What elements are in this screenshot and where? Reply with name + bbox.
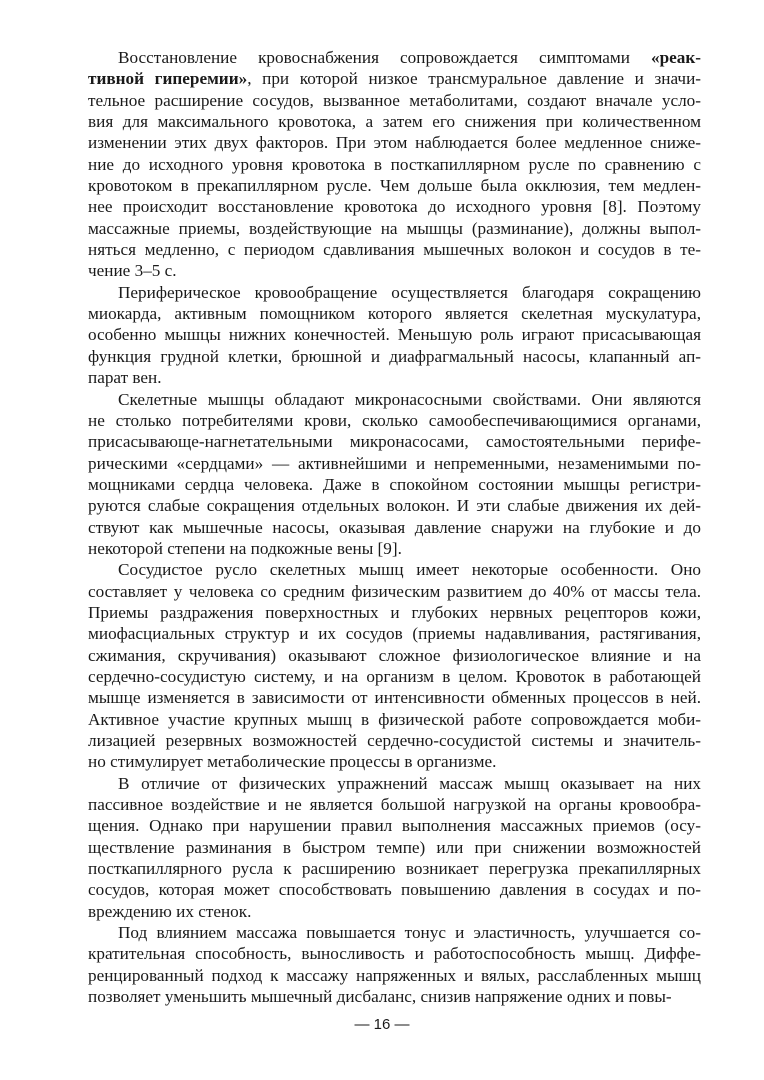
text-line: ствуют как мышечные насосы, оказывая давление снаружи на глубокие и до	[88, 517, 701, 537]
text-line: ществление разминания в быстром темпе) или при снижении возможностей	[88, 837, 701, 857]
text-line: присасывающе-нагнетательными микронасосами, самостоятельными перифе-	[88, 432, 701, 452]
text-line: Активное участие крупных мышц в физической работе сопровождается моби-	[88, 709, 701, 729]
text-line: мощниками сердца человека. Даже в спокойном состоянии мышцы регистри-	[88, 474, 701, 494]
text-line: Периферическое кровообращение осуществляется благодаря сокращению	[118, 282, 701, 302]
text-line: парат вен.	[88, 368, 162, 388]
text-line	[88, 47, 701, 68]
text-line: нее происходит восстановление кровотока до исходного уровня [8]. Поэтому	[88, 197, 701, 217]
text-line: ренцированный подход к массажу напряженных и вялых, расслабленных мышц	[88, 965, 701, 985]
text-line: Скелетные мышцы обладают микронасосными свойствами. Они являются	[118, 389, 701, 409]
text-line: но стимулирует метаболические процессы в организме.	[88, 752, 497, 772]
page-number: — 16 —	[354, 1016, 410, 1033]
text-line	[88, 68, 701, 89]
text-line: посткапиллярного русла к расширению возникает перегрузка прекапиллярных	[88, 859, 701, 879]
bold-term: «реак-	[650, 48, 701, 67]
paragraph	[88, 389, 701, 560]
text-line: щения. Однако при нарушении правил выполнения массажных приемов (осу-	[88, 816, 701, 836]
text-line: вия для максимального кровотока, а затем его снижения при количественном	[88, 112, 701, 132]
text-line: кровотоком в прекапиллярном русле. Чем дольше была окклюзия, тем медлен-	[88, 176, 701, 196]
text-line: кратительная способность, выносливость и работоспособность мышц. Диффе-	[88, 944, 701, 964]
text-line: позволяет уменьшить мышечный дисбаланс, снизив напряжение одних и повы-	[88, 987, 672, 1007]
text-line: тельное расширение сосудов, вызванное метаболитами, создают вначале усло-	[88, 90, 701, 110]
text-line: Приемы раздражения поверхностных и глубоких нервных рецепторов кожи,	[88, 602, 701, 622]
text-line: няться медленно, с периодом сдавливания мышечных волокон и сосудов в те-	[88, 240, 701, 260]
text-line: сжимания, скручивания) оказывают сложное физиологическое влияние и на	[88, 645, 701, 665]
text-line: лизацией резервных возможностей сердечно-сосудистой системы и значитель-	[88, 731, 701, 750]
paragraph	[88, 282, 701, 389]
paragraph	[88, 922, 701, 1007]
document-body	[88, 47, 701, 1007]
text-line: В отличие от физических упражнений массаж мышц оказывает на них	[118, 773, 701, 793]
text-line: сосудов, которая может способствовать повышению давления в сосудах и по-	[88, 880, 701, 900]
bold-term: тивной гиперемии»	[88, 69, 248, 89]
text-line: ние до исходного уровня кровотока в посткапиллярном русле по сравнению с	[88, 154, 701, 174]
text-line: рическими «сердцами» — активнейшими и непременными, незаменимыми по-	[88, 453, 701, 473]
text-line: составляет у человека со средним физическим развитием до 40% от массы тела.	[88, 581, 701, 601]
text-line: миокарда, активным помощником которого является скелетная мускулатура,	[88, 304, 701, 324]
paragraph	[88, 47, 701, 282]
paragraph	[88, 773, 701, 922]
text-line: массажные приемы, воздействующие на мышцы (разминание), должны выпол-	[88, 218, 701, 238]
text-line: мышце изменяется в зависимости от интенсивности обменных процессов в ней.	[88, 688, 701, 708]
text-line: руются слабые сокращения отдельных волокон. И эти слабые движения их дей-	[88, 496, 701, 516]
text-line: не столько потребителями крови, сколько самообеспечивающимися органами,	[88, 410, 701, 430]
text-line: функция грудной клетки, брюшной и диафрагмальный насосы, клапанный ап-	[88, 346, 701, 366]
text-line: некоторой степени на подкожные вены [9].	[88, 538, 402, 558]
text-line: чение 3–5 с.	[88, 261, 177, 281]
text-segment: Восстановление кровоснабжения сопровождается симптомами	[118, 48, 651, 67]
text-line: изменении этих двух факторов. При этом наблюдается более медленное сниже-	[88, 133, 701, 153]
text-line: сердечно-сосудистую систему, и на организм в целом. Кровоток в работающей	[88, 666, 701, 686]
text-line: особенно мышцы нижних конечностей. Меньшую роль играют присасывающая	[88, 325, 701, 345]
text-line: миофасциальных структур и их сосудов (приемы надавливания, растягивания,	[88, 624, 701, 644]
text-segment: , при которой низкое трансмуральное давление и значи-	[247, 69, 701, 89]
text-line: Под влиянием массажа повышается тонус и эластичность, улучшается со-	[118, 923, 701, 943]
text-line: пассивное воздействие и не является большой нагрузкой на органы кровообра-	[88, 795, 701, 815]
text-line: Сосудистое русло скелетных мышц имеет некоторые особенности. Оно	[118, 560, 701, 580]
text-line: вреждению их стенок.	[88, 901, 252, 921]
paragraph	[88, 559, 701, 772]
